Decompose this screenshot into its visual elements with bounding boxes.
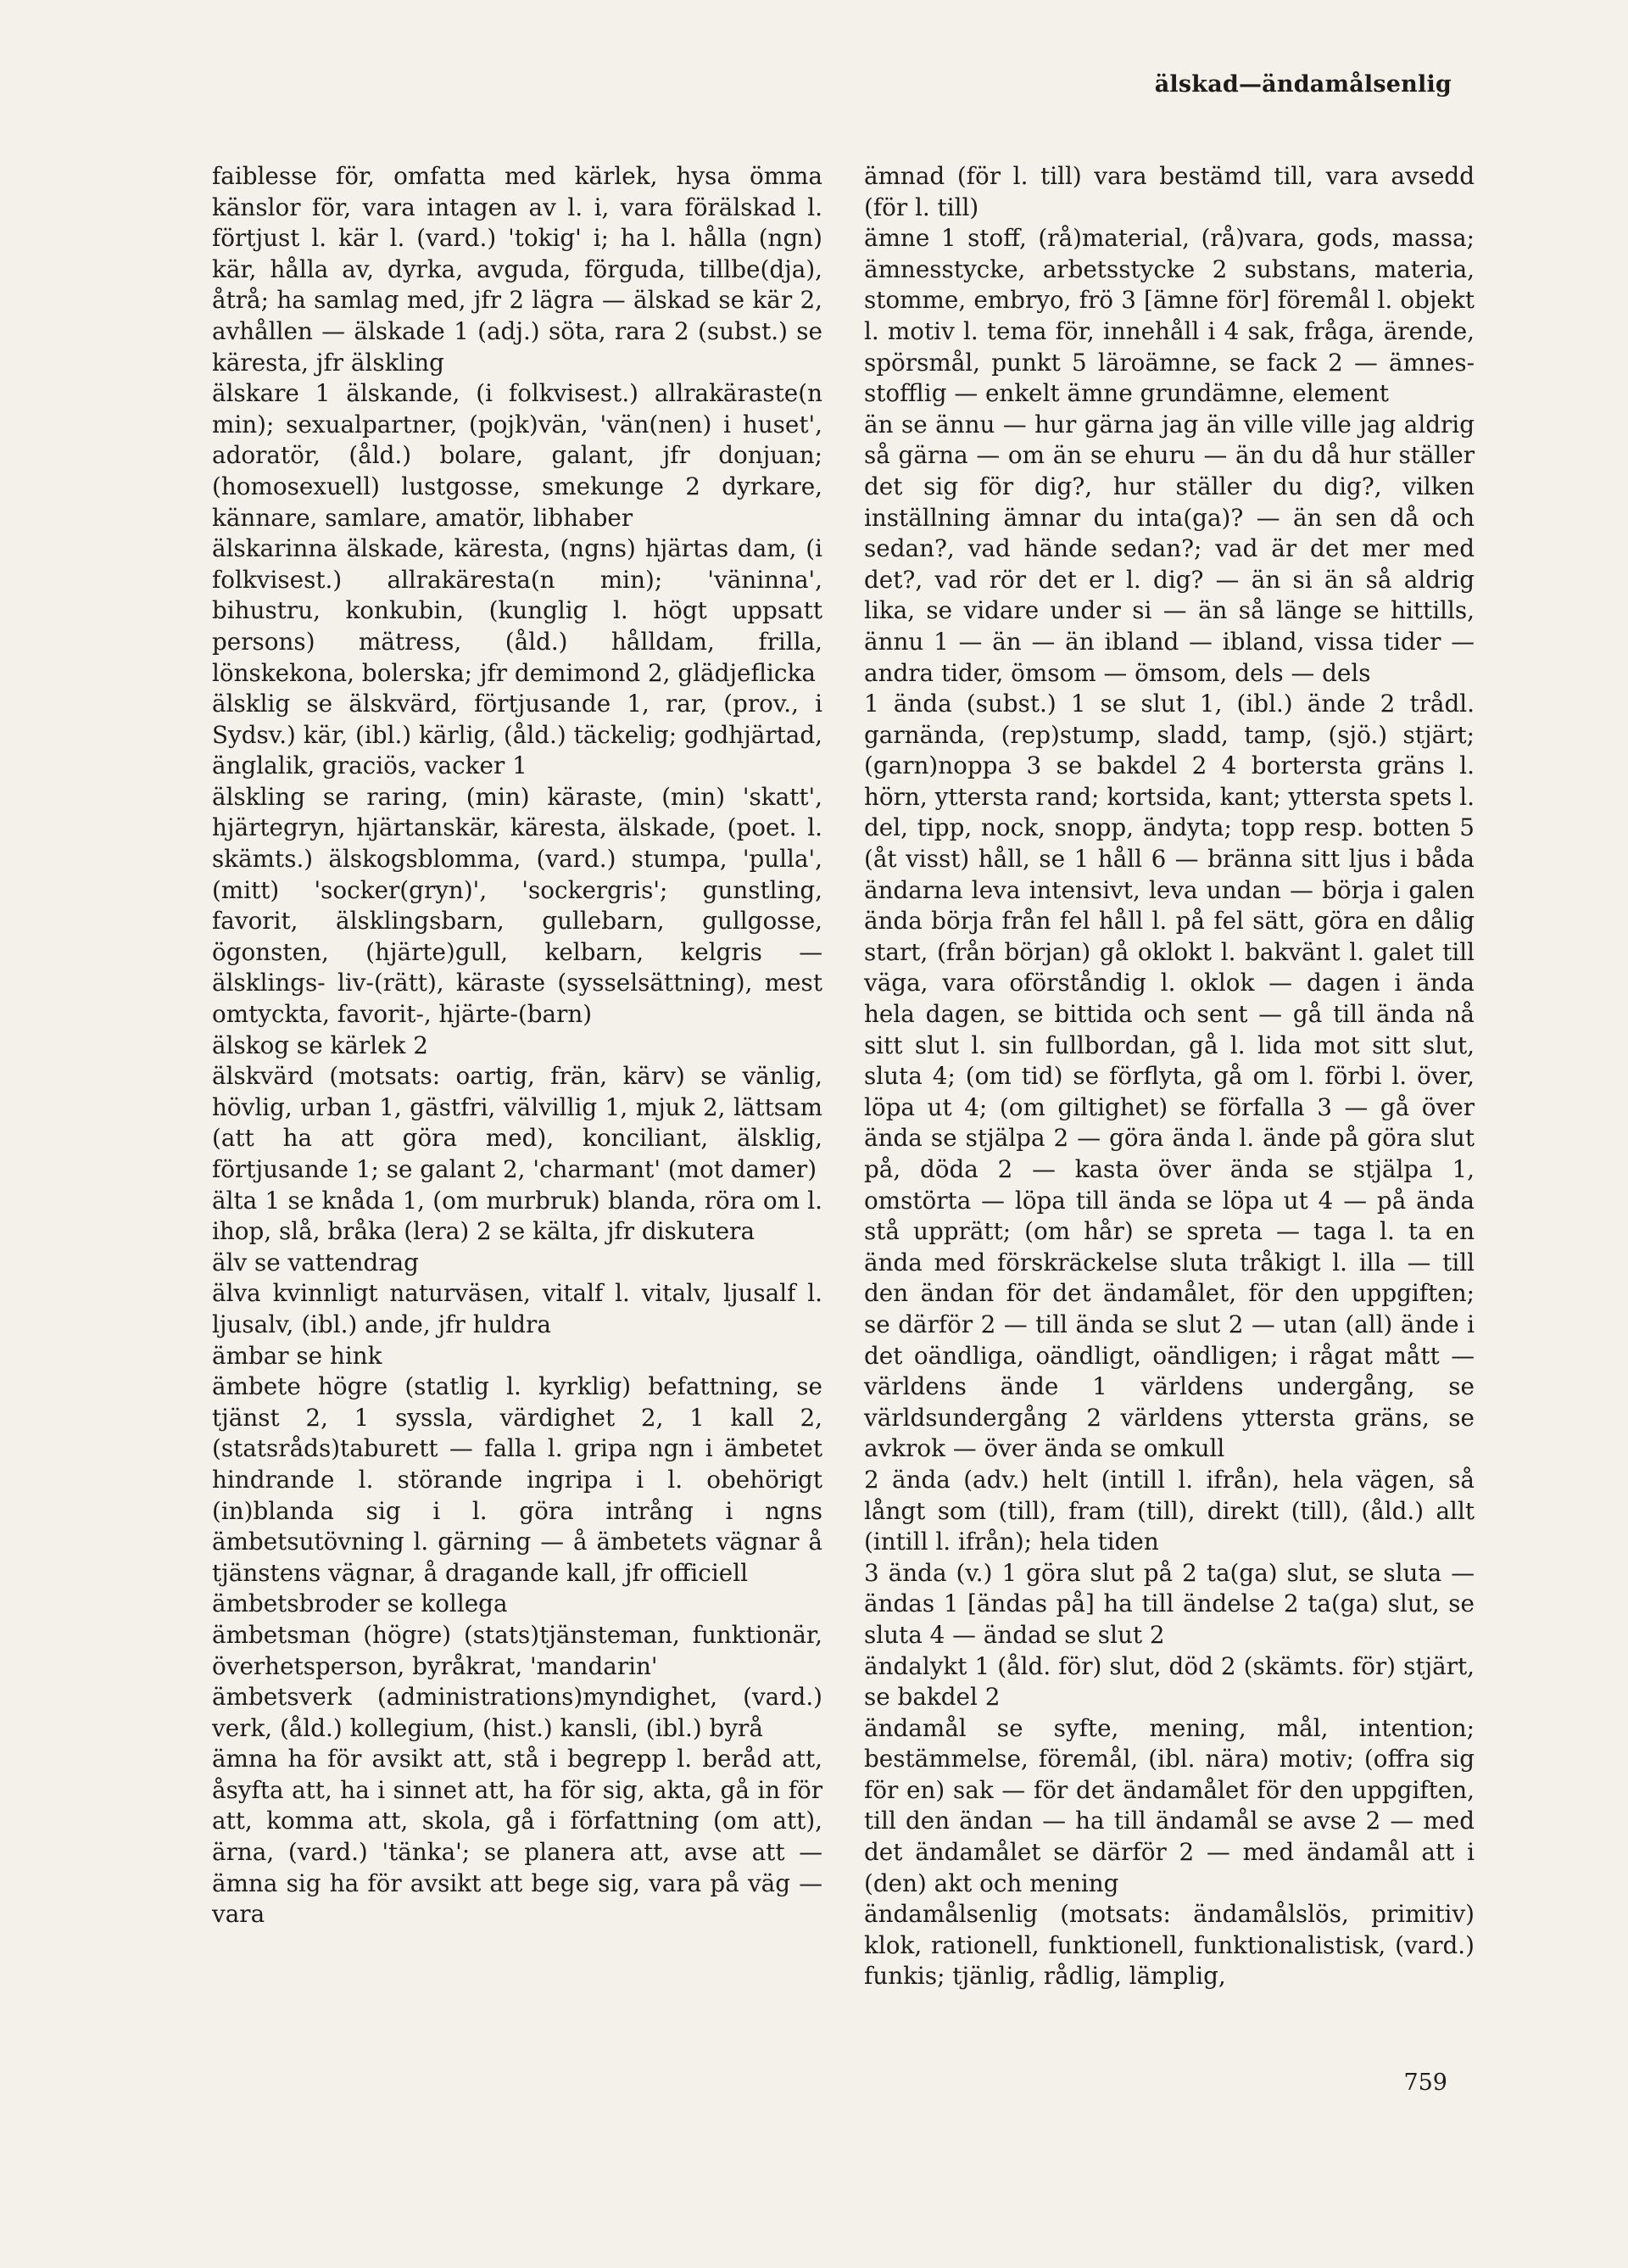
entry-alv: älv se vattendrag: [212, 1248, 419, 1276]
entry-alsklig: älsklig se älskvärd, förtjusande 1, rar, (prov., i Sydsv.) kär, (ibl.) kärlig, (åld.) täckelig; godhjärtad, änglalik, graciös, vacker 1: [212, 690, 823, 780]
entry-alta: älta 1 se knåda 1, (om murbruk) blanda, röra om l. ihop, slå, bråka (lera) 2 se kälta, jfr diskutera: [212, 1186, 822, 1246]
entry-andamal: ändamål se syfte, mening, mål, intention; bestämmelse, föremål, (ibl. nära) motiv; (offra sig för en) sak — för det ändamålet för den uppgiften, till den ändan — ha till ändamål se avse 2 — med det ändamålet se därför 2 — med ändamål att i (den) akt och mening: [864, 1713, 1475, 1897]
entry-faiblesse: faiblesse för, omfatta med kärlek, hysa ömma känslor för, vara intagen av l. i, vara förälskad l. förtjust l. kär l. (vard.) 'tokig' i; ha l. hålla (ngn) kär, hålla av, dyrka, avguda, förguda, tillbe(dja), åtrå; ha samlag med, jfr 2 lägra — älskad se kär 2, avhållen — älskade 1 (adj.) söta, rara 2 (subst.) se käresta, jfr älskling: [212, 162, 822, 377]
entry-ambetsverk: ämbetsverk (administrations)myndighet, (vard.) verk, (åld.) kollegium, (hist.) kansli, (ibl.) byrå: [212, 1683, 822, 1742]
entry-amnad: ämnad (för l. till) vara bestämd till, vara avsedd (för l. till): [864, 162, 1475, 221]
entry-alskog: älskog se kärlek 2: [212, 1031, 428, 1059]
entry-ambetsman: ämbetsman (högre) (stats)tjänsteman, funktionär, överhetsperson, byråkrat, 'mandarin': [212, 1620, 822, 1680]
entry-alva: älva kvinnligt naturväsen, vitalf l. vitalv, ljusalf l. ljusalv, (ibl.) ande, jfr huldra: [212, 1279, 822, 1338]
entry-anda-v: 3 ända (v.) 1 göra slut på 2 ta(ga) slut, se sluta — ändas 1 [ändas på] ha till ändelse 2 ta(ga) slut, se sluta 4 — ändad se slut 2: [864, 1558, 1475, 1649]
entry-ambetsbroder: ämbetsbroder se kollega: [212, 1589, 508, 1618]
entry-amna: ämna ha för avsikt att, stå i begrepp l. beråd att, åsyfta att, ha i sinnet att, ha för sig, akta, gå in för att, komma att, skola, gå i författning (om att), ärna, (vard.) 'tänka'; se planera att, avse att — ämna sig ha för avsikt att bege sig, vara på väg — vara: [212, 1745, 822, 1929]
entry-alskare: älskare 1 älskande, (i folkvisest.) allrakäraste(n min); sexualpartner, (pojk)vän, 'vän(nen) i huset', adoratör, (åld.) bolare, galant, jfr donjuan; (homosexuell) lustgosse, smekunge 2 dyrkare, kännare, samlare, amatör, libhaber: [212, 379, 822, 532]
page-number: 759: [1403, 2070, 1447, 2096]
entry-andalykt: ändalykt 1 (åld. för) slut, död 2 (skämts. för) stjärt, se bakdel 2: [864, 1651, 1475, 1712]
entry-andamalsenlig: ändamålsenlig (motsats: ändamålslös, primitiv) klok, rationell, funktionell, funktionalistisk, (vard.) funkis; tjänlig, rådlig, lämplig,: [864, 1900, 1475, 1991]
running-head: älskad—ändamålsenlig: [1154, 71, 1452, 98]
right-column: [864, 161, 1475, 1992]
entry-anda-adv: 2 ända (adv.) helt (intill l. ifrån), hela vägen, så långt som (till), fram (till), direkt (till), (åld.) allt (intill l. ifrån); hela tiden: [864, 1465, 1475, 1556]
entry-ambar: ämbar se hink: [212, 1341, 382, 1370]
left-column: [212, 161, 822, 1930]
entry-alskarinna: älskarinna älskade, käresta, (ngns) hjärtas dam, (i folkvisest.) allrakäresta(n min); 'väninna', bihustru, konkubin, (kunglig l. högt uppsatt persons) mätress, (åld.) hålldam, frilla, lönskekona, bolerska; jfr demimond 2, glädjeflicka: [212, 534, 822, 687]
entry-ambete: ämbete högre (statlig l. kyrklig) befattning, se tjänst 2, 1 syssla, värdighet 2, 1 kall 2, (statsråds)taburett — falla l. gripa ngn i ämbetet hindrande l. störande ingripa i l. obehörigt (in)blanda sig i l. göra intrång i ngns ämbetsutövning l. gärning — å ämbetets vägnar å tjänstens vägnar, å dragande kall, jfr officiell: [212, 1372, 822, 1587]
entry-amne: ämne 1 stoff, (rå)material, (rå)vara, gods, massa; ämnesstycke, arbetsstycke 2 substans, materia, stomme, embryo, frö 3 [ämne för] föremål l. objekt l. motiv l. tema för, innehåll i 4 sak, fråga, ärende, spörsmål, punkt 5 läroämne, se fack 2 — ämnes- stofflig — enkelt ämne grundämne, element: [864, 224, 1475, 408]
entry-anda-subst: 1 ända (subst.) 1 se slut 1, (ibl.) ände 2 trådl. garnända, (rep)stump, sladd, tamp, (sjö.) stjärt; (garn)noppa 3 se bakdel 2 4 bortersta gräns l. hörn, yttersta rand; kortsida, kant; yttersta spets l. del, tipp, nock, snopp, ändyta; topp resp. botten 5 (åt visst) håll, se 1 håll 6 — bränna sitt ljus i båda ändarna leva intensivt, leva undan — börja i galen ända börja från fel håll l. på fel sätt, göra en dålig start, (från början) gå oklokt l. bakvänt l. galet till väga, vara oförståndig l. oklok — dagen i ända hela dagen, se bittida och sent — gå till ända nå sitt slut l. sin fullbordan, gå l. lida mot sitt slut, sluta 4; (om tid) se förflyta, gå om l. förbi l. över, löpa ut 4; (om giltighet) se förfalla 3 — gå över ända se stjälpa 2 — göra ända l. ände på göra slut på, döda 2 — kasta över ända se stjälpa 1, omstörta — löpa till ända se löpa ut 4 — på ända stå upprätt; (om hår) se spreta — taga l. ta en ända med förskräckelse sluta tråkigt l. illa — till den ändan för det ändamålet, för den uppgiften; se därför 2 — till ända se slut 2 — utan (all) ände i det oändliga, oändligt, oändligen; i rågat mått — världens ände 1 världens undergång, se världsundergång 2 världens yttersta gräns, se avkrok — över ända se omkull: [864, 690, 1475, 1463]
entry-alskvard: älskvärd (motsats: oartig, frän, kärv) se vänlig, hövlig, urban 1, gästfri, välvillig 1, mjuk 2, lättsam (att ha att göra med), konciliant, älsklig, förtjusande 1; se galant 2, 'charmant' (mot damer): [212, 1062, 822, 1183]
entry-alskling: älskling se raring, (min) käraste, (min) 'skatt', hjärtegryn, hjärtanskär, käresta, älskade, (poet. l. skämts.) älskogsblomma, (vard.) stumpa, 'pulla', (mitt) 'socker(gryn)', 'sockergris'; gunstling, favorit, älsklingsbarn, gullebarn, gullgosse, ögonsten, (hjärte)gull, kelbarn, kelgris — älsklings- liv-(rätt), käraste (sysselsättning), mest omtyckta, favorit-, hjärte-(barn): [212, 782, 822, 1029]
entry-an: än se ännu — hur gärna jag än ville ville jag aldrig så gärna — om än se ehuru — än du då hur ställer det sig för dig?, hur ställer du dig?, vilken inställning ämnar du inta(ga)? — än sen då och sedan?, vad hände sedan?; vad är det mer med det?, vad rör det er l. dig? — än si än så aldrig lika, se vidare under si — än så länge se hittills, ännu 1 — än — än ibland — ibland, vissa tider — andra tider, ömsom — ömsom, dels — dels: [864, 410, 1475, 687]
